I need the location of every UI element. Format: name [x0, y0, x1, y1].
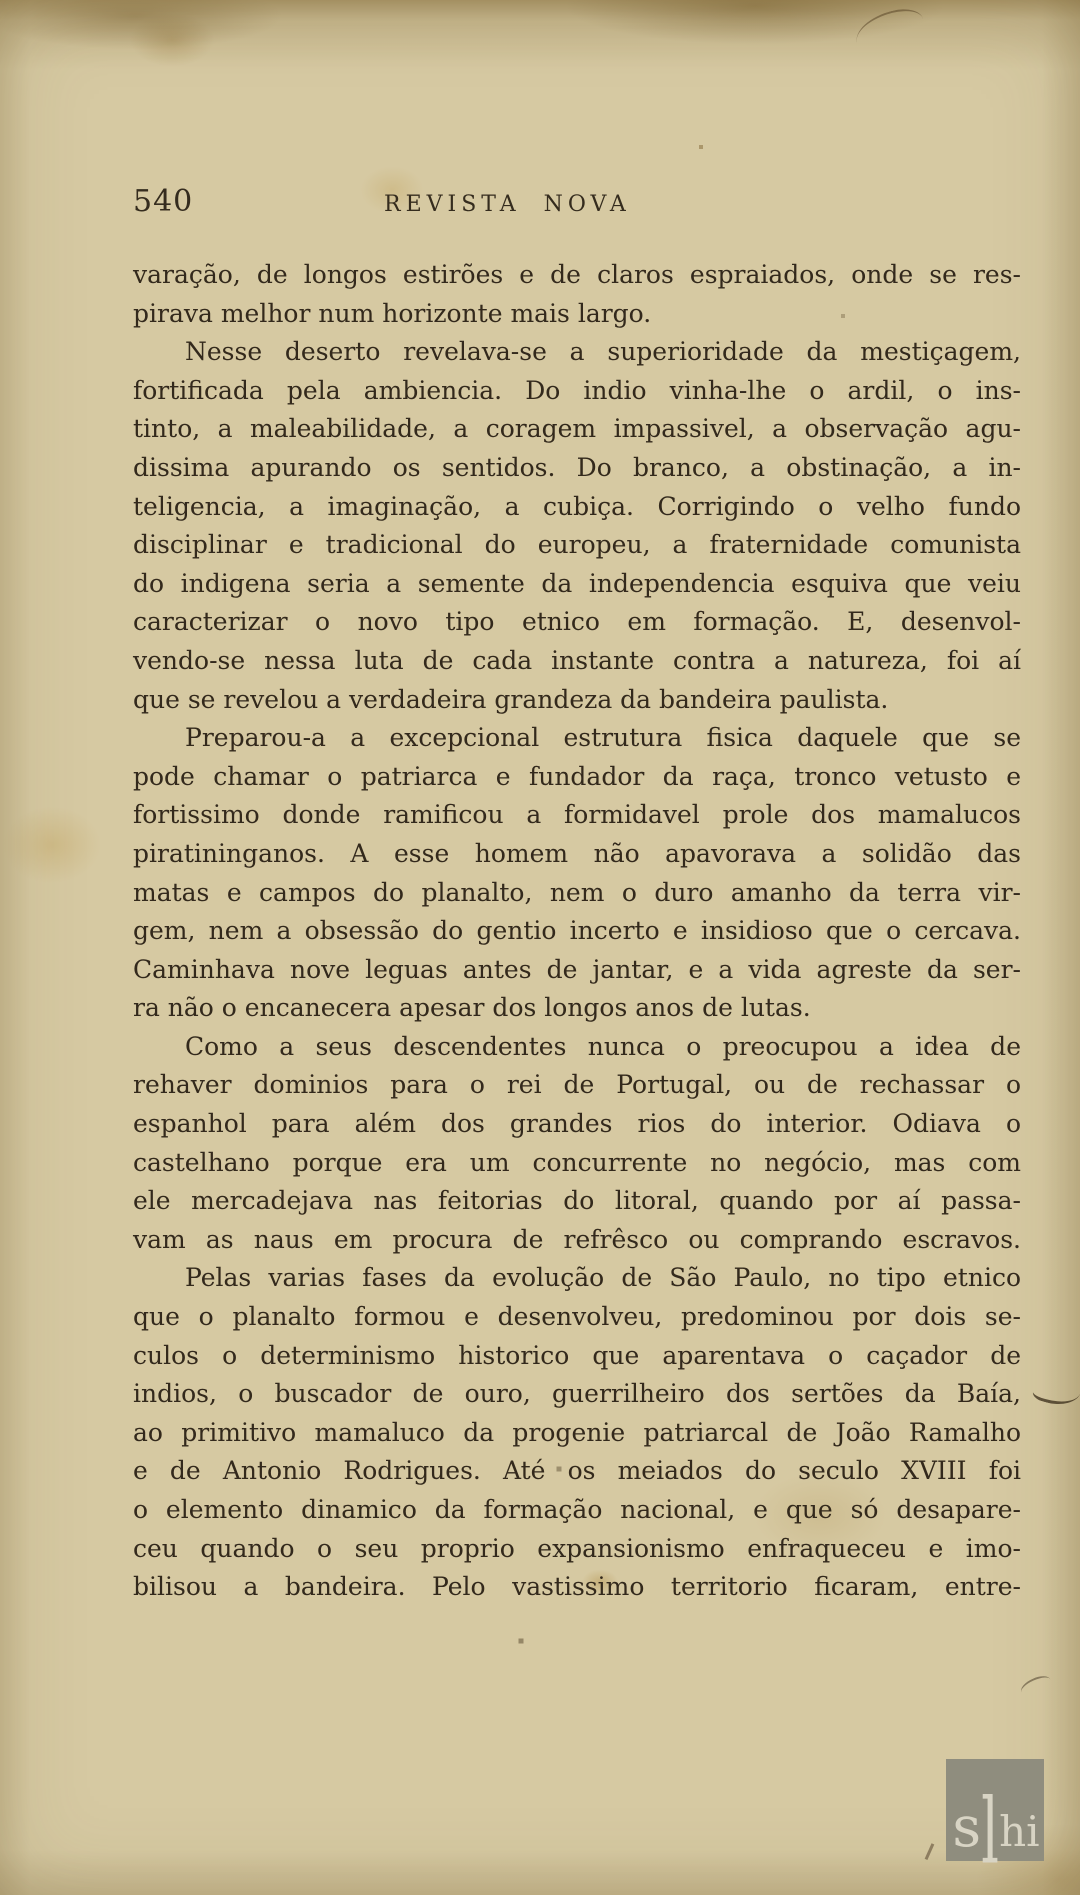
text-line: piratininganos. A esse homem não apavorava a solidão das [133, 838, 1021, 868]
text-line: fortissimo donde ramificou a formidavel prole dos mamalucos [133, 800, 1021, 830]
text-line: ele mercadejava nas feitorias do litoral, quando por aí passa- [133, 1186, 1021, 1216]
text-line: ao primitivo mamaluco da progenie patriarcal de João Ramalho [133, 1417, 1021, 1447]
text-line: ceu quando o seu proprio expansionismo enfraqueceu e imo- [133, 1533, 1021, 1563]
text-line: teligencia, a imaginação, a cubiça. Corrigindo o velho fundo [133, 491, 1021, 521]
text-line: disciplinar e tradicional do europeu, a fraternidade comunista [133, 530, 1021, 560]
text-line: vendo-se nessa luta de cada instante contra a natureza, foi aí [133, 645, 1021, 675]
watermark-letter: i [1026, 1807, 1040, 1857]
text-line: pode chamar o patriarca e fundador da raça, tronco vetusto e [133, 761, 1021, 791]
text-line: bilisou a bandeira. Pelo vastissimo territorio ficaram, entre- [133, 1572, 1021, 1602]
text-line: vam as naus em procura de refrêsco ou comprando escravos. [133, 1224, 1021, 1254]
text-line: ra não o encanecera apesar dos longos anos de lutas. [133, 993, 811, 1023]
body-text [133, 256, 1021, 1607]
watermark-letter: h [999, 1807, 1027, 1857]
text-line: Caminhava nove leguas antes de jantar, e a vida agreste da ser- [133, 954, 1021, 984]
text-line: espanhol para além dos grandes rios do interior. Odiava o [133, 1109, 1021, 1139]
text-line: culos o determinismo historico que aparentava o caçador de [133, 1340, 1021, 1370]
journal-title: REVISTA NOVA [384, 192, 631, 217]
text-line: indios, o buscador de ouro, guerrilheiro dos sertões da Baía, [133, 1379, 1021, 1409]
watermark-text [951, 1780, 1041, 1885]
text-line: matas e campos do planalto, nem o duro amanho da terra vir- [133, 877, 1021, 907]
text-line: rehaver dominios para o rei de Portugal, ou de rechassar o [133, 1070, 1021, 1100]
text-line: castelhano porque era um concurrente no negócio, mas com [133, 1147, 1021, 1177]
text-line: gem, nem a obsessão do gentio incerto e insidioso que o cercava. [133, 916, 1021, 946]
watermark-letter: l [981, 1780, 1000, 1885]
text-line: Nesse deserto revelava-se a superioridade da mestiçagem, [185, 337, 1021, 367]
text-line: dissima apurando os sentidos. Do branco, a obstinação, a in- [133, 452, 1021, 482]
text-line: Como a seus descendentes nunca o preocupou a idea de [185, 1031, 1021, 1061]
text-line: tinto, a maleabilidade, a coragem impassivel, a observação agu- [133, 414, 1021, 444]
scratch-mark [851, 4, 928, 58]
text-line: fortificada pela ambiencia. Do indio vinha-lhe o ardil, o ins- [133, 375, 1021, 405]
paragraph [133, 719, 1021, 1028]
watermark-letter: s [952, 1795, 982, 1861]
paragraph [133, 256, 1021, 333]
text-line: do indigena seria a semente da independencia esquiva que veiu [133, 568, 1021, 598]
text-line: Preparou-a a excepcional estrutura fisica daquele que se [185, 723, 1021, 753]
slhi-watermark-logo [946, 1759, 1044, 1885]
pen-mark [925, 1843, 934, 1860]
text-line: que o planalto formou e desenvolveu, predominou por dois se- [133, 1302, 1021, 1332]
text-line: pirava melhor num horizonte mais largo. [133, 298, 652, 328]
page-number: 540 [133, 184, 194, 219]
text-line: Pelas varias fases da evolução de São Paulo, no tipo etnico [185, 1263, 1021, 1293]
fiber-mark [1018, 1672, 1054, 1700]
text-line: caracterizar o novo tipo etnico em formação. E, desenvol- [133, 607, 1021, 637]
paragraph [133, 333, 1021, 719]
pen-mark [1031, 1372, 1080, 1411]
text-line: que se revelou a verdadeira grandeza da bandeira paulista. [133, 684, 889, 714]
paper-specks [0, 0, 2, 2]
text-line: e de Antonio Rodrigues. Até os meiados do seculo XVIII foi [133, 1456, 1021, 1486]
text-line: o elemento dinamico da formação nacional, e que só desapare- [133, 1495, 1021, 1524]
paragraph [133, 1028, 1021, 1260]
paragraph [133, 1259, 1021, 1606]
text-line: varação, de longos estirões e de claros espraiados, onde se res- [133, 260, 1021, 289]
